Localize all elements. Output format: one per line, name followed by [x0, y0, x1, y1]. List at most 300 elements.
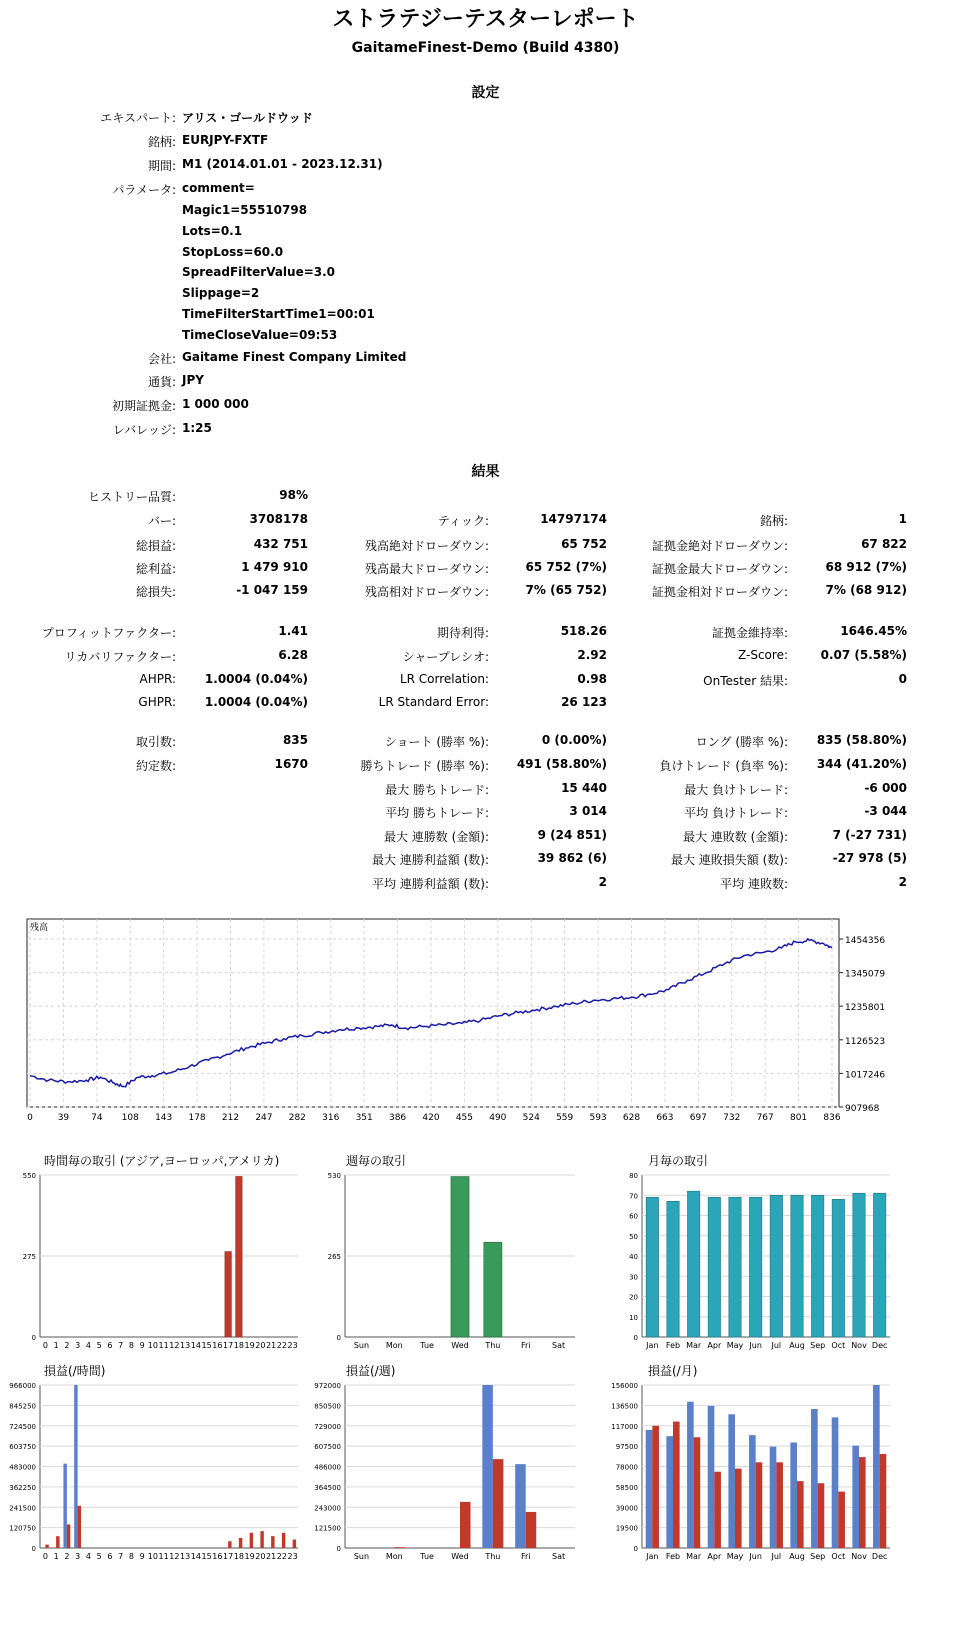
x-tick-label: Sun	[353, 1341, 370, 1350]
result-value: 1 479 910	[241, 560, 308, 574]
hourly-trades-chart	[0, 1150, 310, 1360]
y-tick-label: 530	[327, 1172, 341, 1180]
result-label: ロング (勝率 %):	[695, 735, 788, 749]
bar	[687, 1191, 699, 1337]
x-tick-label: 9	[139, 1552, 145, 1561]
result-value: 835 (58.80%)	[816, 733, 907, 747]
result-label: 負けトレード (負率 %):	[659, 759, 788, 773]
settings-label: エキスパート:	[100, 111, 176, 125]
x-tick-label: Mar	[686, 1552, 702, 1561]
chart-title: 残高	[30, 923, 49, 933]
y-tick-label: 70	[629, 1192, 638, 1201]
x-tick-label: 490	[489, 1113, 507, 1120]
monthly-pnl-chart	[610, 1360, 910, 1575]
y-tick-label: 39000	[615, 1504, 638, 1513]
result-value: 1.41	[278, 624, 308, 638]
y-tick-label: 121500	[314, 1524, 341, 1533]
x-tick-label: 13	[180, 1552, 191, 1561]
result-value: 0 (0.00%)	[541, 733, 607, 747]
bar	[63, 1464, 66, 1548]
x-tick-label: 0	[27, 1113, 33, 1120]
x-tick-label: Tue	[420, 1341, 434, 1350]
y-tick-label: 1235801	[845, 1003, 886, 1014]
result-label: LR Correlation:	[399, 672, 489, 686]
x-tick-label: 13	[180, 1341, 191, 1350]
y-tick-label: 0	[336, 1334, 341, 1342]
results-section-title: 結果	[471, 464, 500, 480]
settings-label: レバレッジ:	[112, 423, 176, 437]
chart-title: 損益(/月)	[648, 1364, 698, 1378]
x-tick-label: 6	[107, 1341, 113, 1350]
chart-title: 月毎の取引	[648, 1154, 709, 1168]
bar	[811, 1409, 818, 1548]
y-tick-label: 850500	[314, 1402, 341, 1411]
bar	[515, 1464, 526, 1548]
y-tick-label: 486000	[314, 1463, 341, 1472]
result-label: 最大 連勝利益額 (数):	[371, 853, 489, 867]
x-tick-label: Mon	[385, 1552, 403, 1561]
plot-frame	[27, 919, 839, 1107]
result-value: 65 752	[561, 537, 607, 551]
hourly-pnl-chart	[0, 1360, 310, 1575]
result-label: 残高相対ドローダウン:	[364, 585, 489, 599]
settings-value: アリス・ゴールドウッド	[182, 111, 313, 125]
result-label: バー:	[147, 514, 176, 528]
x-tick-label: 23	[287, 1341, 298, 1350]
y-tick-label: 364500	[314, 1483, 341, 1492]
x-tick-label: 14	[190, 1552, 201, 1561]
bar	[714, 1472, 721, 1548]
y-tick-label: 50	[629, 1232, 638, 1241]
result-label: 最大 負けトレード:	[684, 783, 788, 797]
y-tick-label: 1454356	[845, 936, 886, 946]
bar	[818, 1483, 825, 1548]
bar	[776, 1462, 783, 1548]
x-tick-label: 12	[169, 1552, 180, 1561]
x-tick-label: Sep	[810, 1552, 826, 1561]
result-value: 3 014	[569, 804, 607, 818]
result-value: 1.0004 (0.04%)	[204, 672, 308, 686]
result-label: 最大 連敗数 (金額):	[682, 830, 788, 844]
bar	[451, 1177, 469, 1337]
x-tick-label: Aug	[789, 1341, 805, 1350]
result-label: 平均 連敗数:	[720, 877, 788, 891]
x-tick-label: 19	[244, 1341, 255, 1350]
bar	[228, 1541, 231, 1548]
x-tick-label: Nov	[851, 1341, 867, 1350]
x-tick-label: May	[726, 1341, 744, 1350]
bar	[770, 1447, 777, 1548]
settings-value: M1 (2014.01.01 - 2023.12.31)	[182, 157, 383, 171]
result-value: 0	[898, 672, 907, 686]
result-value: 14797174	[540, 512, 607, 526]
y-tick-label: 1345079	[845, 969, 886, 980]
result-value: 7 (-27 731)	[832, 828, 907, 842]
result-value: -3 044	[864, 804, 907, 818]
settings-section-title: 設定	[471, 85, 500, 101]
settings-label: 初期証拠金:	[111, 399, 176, 413]
x-tick-label: 628	[622, 1113, 641, 1120]
chart-title: 時間毎の取引 (アジア,ヨーロッパ,アメリカ)	[44, 1154, 280, 1168]
result-value: 1670	[274, 757, 308, 771]
bar	[250, 1533, 253, 1548]
result-label: 総損益:	[135, 539, 176, 553]
x-tick-label: Wed	[451, 1341, 469, 1350]
result-label: 銘柄:	[759, 514, 788, 528]
x-tick-label: Apr	[707, 1552, 722, 1561]
chart-title: 損益(/週)	[346, 1364, 396, 1378]
result-value: 68 912 (7%)	[825, 560, 907, 574]
y-tick-label: 275	[22, 1253, 36, 1261]
x-tick-label: 17	[223, 1552, 234, 1561]
x-tick-label: Tue	[420, 1552, 434, 1561]
result-label: 平均 負けトレード:	[684, 806, 788, 820]
x-tick-label: 21	[266, 1552, 277, 1561]
x-tick-label: 0	[42, 1341, 48, 1350]
x-tick-label: Fri	[520, 1552, 531, 1561]
bar	[859, 1457, 866, 1548]
x-tick-label: Thu	[485, 1552, 501, 1561]
x-tick-label: Feb	[665, 1552, 681, 1561]
balance-chart	[0, 915, 971, 1120]
result-label: 証拠金相対ドローダウン:	[651, 585, 788, 599]
x-tick-label: 10	[147, 1341, 158, 1350]
y-tick-label: 483000	[9, 1463, 36, 1472]
x-tick-label: 16	[212, 1341, 223, 1350]
y-tick-label: 78000	[615, 1463, 638, 1472]
bar	[667, 1201, 679, 1337]
y-tick-label: 966000	[9, 1382, 36, 1390]
result-value: 26 123	[561, 695, 607, 709]
result-value: 39 862 (6)	[537, 851, 607, 865]
bar	[832, 1199, 844, 1337]
chart-title: 損益(/時間)	[44, 1364, 106, 1378]
result-label: ティック:	[437, 514, 489, 528]
bar	[729, 1197, 741, 1337]
bar	[484, 1242, 502, 1337]
settings-value: 1 000 000	[182, 397, 249, 411]
settings-label: 銘柄:	[147, 135, 176, 149]
result-value: 15 440	[561, 781, 607, 795]
bar	[460, 1502, 471, 1548]
result-value: 7% (68 912)	[825, 583, 907, 597]
x-tick-label: Jan	[646, 1341, 659, 1350]
bar	[74, 1385, 77, 1548]
x-tick-label: 0	[42, 1552, 48, 1561]
result-label: リカバリファクター:	[64, 650, 176, 664]
x-tick-label: 8	[128, 1552, 134, 1561]
x-tick-label: 22	[276, 1552, 287, 1561]
x-tick-label: 316	[322, 1113, 340, 1120]
result-label: 証拠金維持率:	[711, 626, 788, 640]
result-label: 最大 連勝数 (金額):	[383, 830, 489, 844]
bar	[652, 1426, 659, 1548]
y-tick-label: 972000	[314, 1382, 341, 1390]
x-tick-label: 5	[96, 1341, 102, 1350]
result-label: GHPR:	[138, 695, 176, 709]
bar	[225, 1252, 231, 1337]
result-value: -1 047 159	[236, 583, 308, 597]
result-value: 67 822	[861, 537, 907, 551]
bar	[853, 1193, 865, 1337]
bar	[749, 1197, 761, 1337]
y-tick-label: 10	[629, 1313, 638, 1322]
x-tick-label: 19	[244, 1552, 255, 1561]
y-tick-label: 603750	[9, 1443, 36, 1452]
bar	[832, 1417, 839, 1548]
x-tick-label: 6	[107, 1552, 113, 1561]
bar	[790, 1442, 797, 1548]
x-tick-label: 7	[118, 1552, 124, 1561]
x-tick-label: 22	[276, 1341, 287, 1350]
y-tick-label: 117000	[611, 1422, 638, 1431]
y-tick-label: 362250	[9, 1483, 36, 1492]
bar	[271, 1536, 274, 1548]
y-tick-label: 1126523	[845, 1036, 886, 1047]
result-value: 518.26	[560, 624, 607, 638]
x-tick-label: 282	[288, 1113, 306, 1120]
result-value: -6 000	[864, 781, 907, 795]
x-tick-label: 5	[96, 1552, 102, 1561]
x-tick-label: 697	[689, 1113, 707, 1120]
x-tick-label: 23	[287, 1552, 298, 1561]
result-label: 最大 連敗損失額 (数):	[670, 853, 788, 867]
x-tick-label: 2	[64, 1552, 70, 1561]
x-tick-label: Feb	[665, 1341, 681, 1350]
settings-value: EURJPY-FXTF	[182, 133, 269, 147]
x-tick-label: 4	[85, 1552, 91, 1561]
bar	[78, 1506, 81, 1548]
result-value: 9 (24 851)	[537, 828, 607, 842]
result-value: 432 751	[253, 537, 308, 551]
x-tick-label: 15	[201, 1552, 212, 1561]
result-label: 最大 勝ちトレード:	[385, 783, 489, 797]
result-label: 総損失:	[135, 585, 176, 599]
bar	[493, 1459, 504, 1548]
settings-value: Slippage=2	[182, 286, 260, 300]
x-tick-label: 3	[75, 1552, 81, 1561]
settings-label: 通貨:	[147, 375, 176, 389]
report-subtitle: GaitameFinest-Demo (Build 4380)	[351, 40, 620, 56]
result-value: 0.98	[577, 672, 607, 686]
x-tick-label: 39	[57, 1113, 70, 1120]
settings-value: Magic1=55510798	[182, 203, 308, 217]
bar	[394, 1547, 405, 1548]
x-tick-label: Sat	[552, 1552, 566, 1561]
x-tick-label: Aug	[789, 1552, 805, 1561]
x-tick-label: Fri	[520, 1341, 531, 1350]
bar	[646, 1197, 658, 1337]
x-tick-label: Dec	[871, 1341, 888, 1350]
bar	[646, 1430, 653, 1548]
bar	[797, 1481, 804, 1548]
result-label: 約定数:	[135, 759, 176, 773]
result-label: OnTester 結果:	[703, 674, 788, 688]
x-tick-label: 9	[139, 1341, 145, 1350]
x-tick-label: 11	[158, 1341, 169, 1350]
x-tick-label: Oct	[831, 1552, 846, 1561]
result-label: 平均 連勝利益額 (数):	[371, 877, 489, 891]
result-label: 取引数:	[135, 735, 176, 749]
settings-value: TimeCloseValue=09:53	[182, 328, 338, 342]
bar	[811, 1195, 823, 1337]
x-tick-label: 663	[656, 1113, 674, 1120]
result-value: 344 (41.20%)	[816, 757, 907, 771]
result-value: 835	[282, 733, 308, 747]
x-tick-label: 1	[53, 1341, 59, 1350]
x-tick-label: Mar	[686, 1341, 702, 1350]
x-tick-label: Thu	[485, 1341, 501, 1350]
x-tick-label: 212	[221, 1113, 240, 1120]
x-tick-label: Mon	[385, 1341, 403, 1350]
y-tick-label: 0	[633, 1545, 638, 1553]
x-tick-label: 21	[266, 1341, 277, 1350]
y-tick-label: 97500	[615, 1443, 638, 1452]
settings-value: 1:25	[182, 421, 212, 435]
settings-value: TimeFilterStartTime1=00:01	[182, 307, 375, 321]
bar	[728, 1414, 735, 1548]
x-tick-label: 767	[756, 1113, 774, 1120]
x-tick-label: Sat	[552, 1341, 566, 1350]
y-tick-label: 120750	[9, 1524, 36, 1533]
x-tick-label: 420	[422, 1113, 440, 1120]
x-tick-label: 18	[233, 1552, 244, 1561]
result-value: 0.07 (5.58%)	[820, 648, 907, 662]
result-label: 証拠金最大ドローダウン:	[651, 562, 788, 576]
bar	[756, 1462, 763, 1548]
y-tick-label: 60	[629, 1212, 638, 1221]
result-value: 7% (65 752)	[525, 583, 607, 597]
x-tick-label: Apr	[707, 1341, 722, 1350]
y-tick-label: 80	[629, 1172, 638, 1180]
x-tick-label: Jul	[771, 1341, 782, 1350]
bar	[880, 1454, 887, 1548]
result-value: -27 978 (5)	[832, 851, 907, 865]
x-tick-label: 247	[255, 1113, 273, 1120]
result-label: ショート (勝率 %):	[384, 735, 489, 749]
x-tick-label: 524	[522, 1113, 540, 1120]
x-tick-label: 11	[158, 1552, 169, 1561]
x-tick-label: 386	[388, 1113, 407, 1120]
x-tick-label: Jun	[749, 1341, 762, 1350]
x-tick-label: Jul	[771, 1552, 782, 1561]
result-value: 1	[898, 512, 907, 526]
result-label: 総利益:	[135, 562, 176, 576]
bar	[687, 1402, 694, 1548]
x-tick-label: 801	[789, 1113, 808, 1120]
result-value: 1.0004 (0.04%)	[204, 695, 308, 709]
result-label: シャープレシオ:	[402, 650, 489, 664]
result-label: 残高最大ドローダウン:	[364, 562, 489, 576]
result-value: 2.92	[577, 648, 607, 662]
x-tick-label: 18	[233, 1341, 244, 1350]
x-tick-label: May	[726, 1552, 744, 1561]
y-tick-label: 58500	[615, 1483, 638, 1492]
weekly-trades-chart	[310, 1150, 610, 1360]
y-tick-label: 265	[327, 1253, 341, 1261]
x-tick-label: 351	[355, 1113, 373, 1120]
result-value: 491 (58.80%)	[516, 757, 607, 771]
bar	[482, 1385, 493, 1548]
bar	[708, 1406, 715, 1548]
x-tick-label: Wed	[451, 1552, 469, 1561]
bar	[749, 1435, 756, 1548]
x-tick-label: 143	[155, 1113, 173, 1120]
result-label: 証拠金絶対ドローダウン:	[651, 539, 788, 553]
y-tick-label: 19500	[615, 1524, 638, 1533]
report-title: ストラテジーテスターレポート	[332, 7, 639, 32]
result-value: 65 752 (7%)	[525, 560, 607, 574]
x-tick-label: 455	[455, 1113, 474, 1120]
bar	[526, 1512, 537, 1548]
result-value: 98%	[279, 488, 308, 502]
x-tick-label: 20	[255, 1341, 266, 1350]
bar	[282, 1533, 285, 1548]
settings-value: SpreadFilterValue=3.0	[182, 265, 336, 279]
result-value: 2	[598, 875, 607, 889]
settings-label: 会社:	[147, 352, 176, 366]
bar	[708, 1197, 720, 1337]
x-tick-label: 178	[188, 1113, 206, 1120]
x-tick-label: 12	[169, 1341, 180, 1350]
settings-value: JPY	[182, 373, 204, 387]
bar	[236, 1176, 242, 1337]
bar	[293, 1540, 296, 1548]
y-tick-label: 907968	[845, 1104, 880, 1114]
x-tick-label: 559	[556, 1113, 574, 1120]
y-tick-label: 30	[629, 1273, 638, 1282]
x-tick-label: Jun	[749, 1552, 762, 1561]
result-label: AHPR:	[139, 672, 176, 686]
x-tick-label: 836	[823, 1113, 841, 1120]
settings-value: StopLoss=60.0	[182, 245, 284, 259]
x-tick-label: Sep	[810, 1341, 826, 1350]
y-tick-label: 20	[629, 1293, 638, 1302]
x-tick-label: 74	[91, 1113, 103, 1120]
bar	[791, 1195, 803, 1337]
result-label: LR Standard Error:	[378, 695, 489, 709]
bar	[838, 1492, 845, 1548]
y-tick-label: 136500	[611, 1402, 638, 1411]
bar	[873, 1193, 885, 1337]
y-tick-label: 156000	[611, 1382, 638, 1390]
result-label: 勝ちトレード (勝率 %):	[360, 759, 489, 773]
bar	[694, 1437, 701, 1548]
x-tick-label: Sun	[353, 1552, 370, 1561]
x-tick-label: Oct	[831, 1341, 846, 1350]
result-value: 6.28	[278, 648, 308, 662]
x-tick-label: Dec	[871, 1552, 888, 1561]
x-tick-label: Nov	[851, 1552, 867, 1561]
bar	[852, 1446, 859, 1548]
x-tick-label: 16	[212, 1552, 223, 1561]
y-tick-label: 607500	[314, 1443, 341, 1452]
y-tick-label: 1017246	[845, 1070, 886, 1081]
bar	[260, 1531, 263, 1548]
monthly-trades-chart	[610, 1150, 910, 1360]
bar	[56, 1536, 59, 1548]
y-tick-label: 724500	[9, 1422, 36, 1431]
y-tick-label: 729000	[314, 1422, 341, 1431]
y-tick-label: 845250	[9, 1402, 36, 1411]
x-tick-label: 7	[118, 1341, 124, 1350]
x-tick-label: Jan	[646, 1552, 659, 1561]
bar	[735, 1469, 742, 1548]
x-tick-label: 15	[201, 1341, 212, 1350]
settings-label: パラメータ:	[112, 183, 176, 197]
x-tick-label: 20	[255, 1552, 266, 1561]
bar	[673, 1422, 680, 1548]
